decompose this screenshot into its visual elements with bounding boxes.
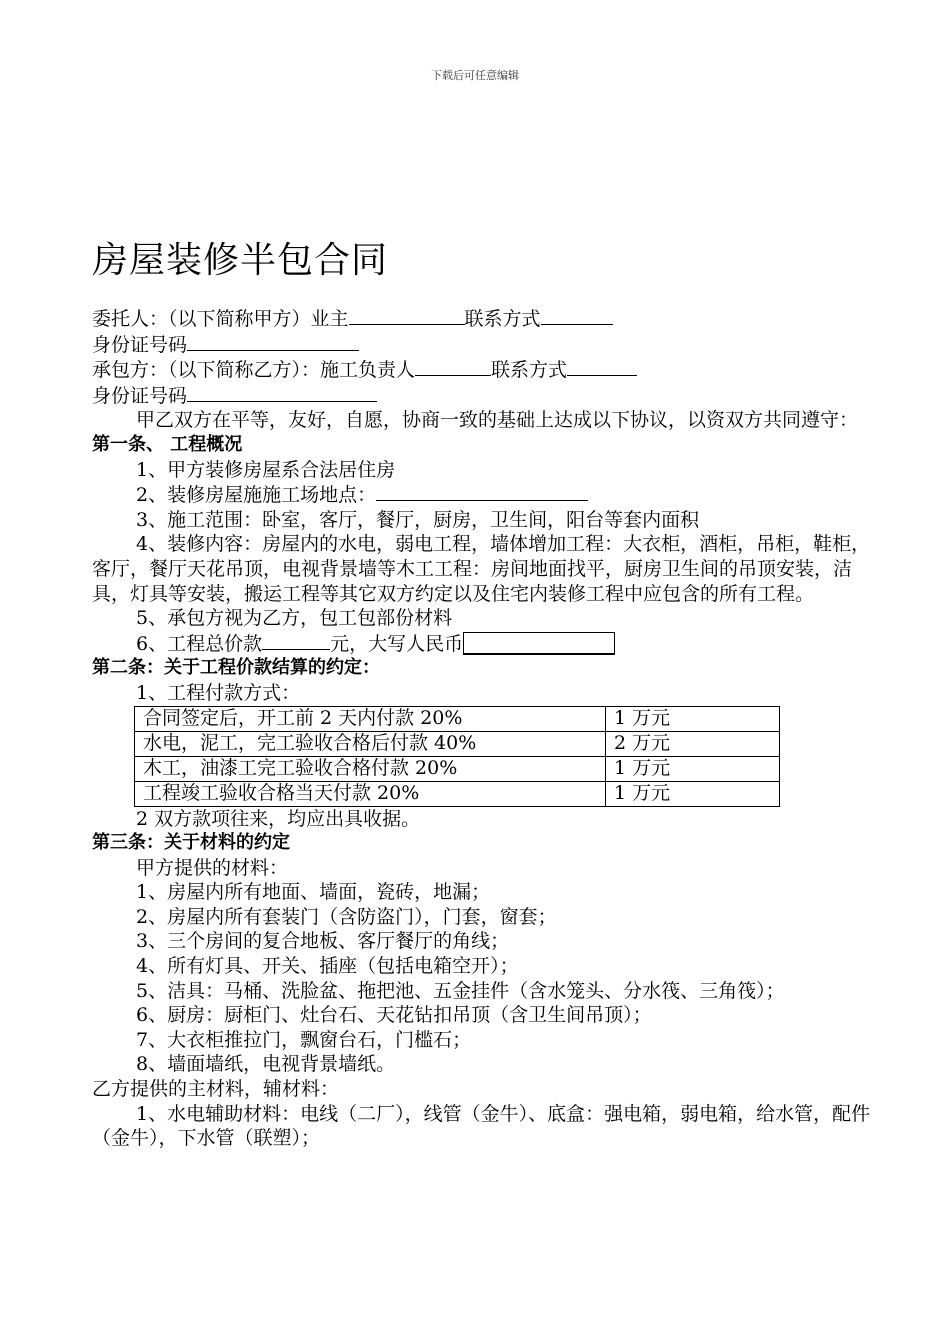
total-price-label: 6、工程总价款 xyxy=(136,632,263,655)
contract-body xyxy=(92,306,882,1151)
contractor-id-label: 身份证号码 xyxy=(92,384,188,407)
intro-paragraph: 甲乙双方在平等，友好，自愿，协商一致的基础上达成以下协议，以资双方共同遵守： xyxy=(136,409,859,432)
article1-item4: 4、装修内容：房屋内的水电，弱电工程，墙体增加工程：大衣柜，酒柜，吊柜，鞋柜，客厅，餐厅天花吊顶，电视背景墙等木工工程：房间地面找平，厨房卫生间的吊顶安装，洁具，灯具等安装，搬运工程等其它双方约定以及住宅内装修工程中应包含的所有工程。 xyxy=(92,533,871,605)
list-item: 4、所有灯具、开关、插座（包括电箱空开）； xyxy=(136,955,519,978)
amount-words-box[interactable] xyxy=(463,632,615,654)
contractor-name-blank[interactable] xyxy=(415,357,491,376)
partyB-materials-label: 乙方提供的主材料，辅材料： xyxy=(92,1078,340,1101)
contractor-id-blank[interactable] xyxy=(187,383,377,402)
list-item: 5、洁具：马桶、洗脸盆、拖把池、五金挂件（含水笼头、分水筏、三角筏）； xyxy=(136,979,785,1002)
article1-item3: 3、施工范围：卧室，客厅，餐厅，厨房，卫生间，阳台等套内面积 xyxy=(136,508,700,531)
list-item: 2、房屋内所有套装门（含防盗门），门套，窗套； xyxy=(136,905,557,928)
owner-line xyxy=(92,306,882,332)
owner-label: 委托人：（以下简称甲方）业主 xyxy=(92,308,349,330)
payment-desc: 合同签定后，开工前 2 天内付款 20% xyxy=(135,706,606,731)
payment-method-label: 1、工程付款方式： xyxy=(136,681,301,704)
contractor-id-line xyxy=(92,383,882,409)
payment-table xyxy=(134,706,780,807)
amount-words-label: 元，大写人民币 xyxy=(330,632,464,655)
payment-desc: 木工，油漆工完工验收合格付款 20% xyxy=(135,756,606,781)
contractor-line xyxy=(92,357,882,383)
header-note: 下载后可任意编辑 xyxy=(431,69,519,82)
payment-desc: 工程竣工验收合格当天付款 20% xyxy=(135,781,606,806)
article1-item5: 5、承包方视为乙方，包工包部份材料 xyxy=(136,607,453,630)
owner-name-blank[interactable] xyxy=(349,306,465,325)
site-address-label: 2、装修房屋施施工场地点： xyxy=(136,484,377,507)
payment-amount: 2 万元 xyxy=(606,731,780,756)
list-item: 1、房屋内所有地面、墙面，瓷砖，地漏； xyxy=(136,881,491,904)
article1-item2 xyxy=(92,482,882,508)
owner-id-label: 身份证号码 xyxy=(92,333,188,356)
list-item: 8、墙面墙纸，电视背景墙纸。 xyxy=(136,1053,396,1076)
owner-id-line xyxy=(92,332,882,358)
site-address-blank[interactable] xyxy=(376,482,588,501)
document-title: 房屋装修半包合同 xyxy=(92,240,389,281)
payment-amount: 1 万元 xyxy=(606,781,780,806)
payment-amount: 1 万元 xyxy=(606,706,780,731)
table-row xyxy=(135,781,780,806)
list-item: 6、厨房：厨柜门、灶台石、天花钻扣吊顶（含卫生间吊顶）； xyxy=(136,1004,652,1027)
total-price-blank[interactable] xyxy=(262,631,330,650)
list-item: 3、三个房间的复合地板、客厅餐厅的角线； xyxy=(136,930,510,953)
article1-heading: 第一条、 工程概况 xyxy=(92,433,243,455)
owner-id-blank[interactable] xyxy=(187,332,359,351)
contractor-contact-blank[interactable] xyxy=(567,357,637,376)
table-row xyxy=(135,731,780,756)
payment-desc: 水电，泥工，完工验收合格后付款 40% xyxy=(135,731,606,756)
payment-amount: 1 万元 xyxy=(606,756,780,781)
owner-contact-label: 联系方式 xyxy=(464,308,541,330)
article1-item1: 1、甲方装修房屋系合法居住房 xyxy=(136,458,396,481)
receipt-note: 2 双方款项往来，均应出具收据。 xyxy=(136,807,421,830)
table-row xyxy=(135,756,780,781)
partyA-materials-label: 甲方提供的材料： xyxy=(136,856,289,879)
article1-item6 xyxy=(92,631,882,657)
owner-contact-blank[interactable] xyxy=(541,306,613,325)
contractor-contact-label: 联系方式 xyxy=(491,359,568,382)
table-row xyxy=(135,706,780,731)
article3-heading: 第三条：关于材料的约定 xyxy=(92,832,290,854)
contractor-label: 承包方：（以下简称乙方）：施工负责人 xyxy=(92,359,416,382)
list-item: 1、水电辅助材料：电线（二厂），线管（金牛）、底盒：强电箱，弱电箱，给水管，配件（金牛），下水管（联塑）； xyxy=(92,1102,871,1150)
list-item: 7、大衣柜推拉门，飘窗台石，门槛石； xyxy=(136,1028,472,1051)
article2-heading: 第二条：关于工程价款结算的约定： xyxy=(92,657,380,679)
